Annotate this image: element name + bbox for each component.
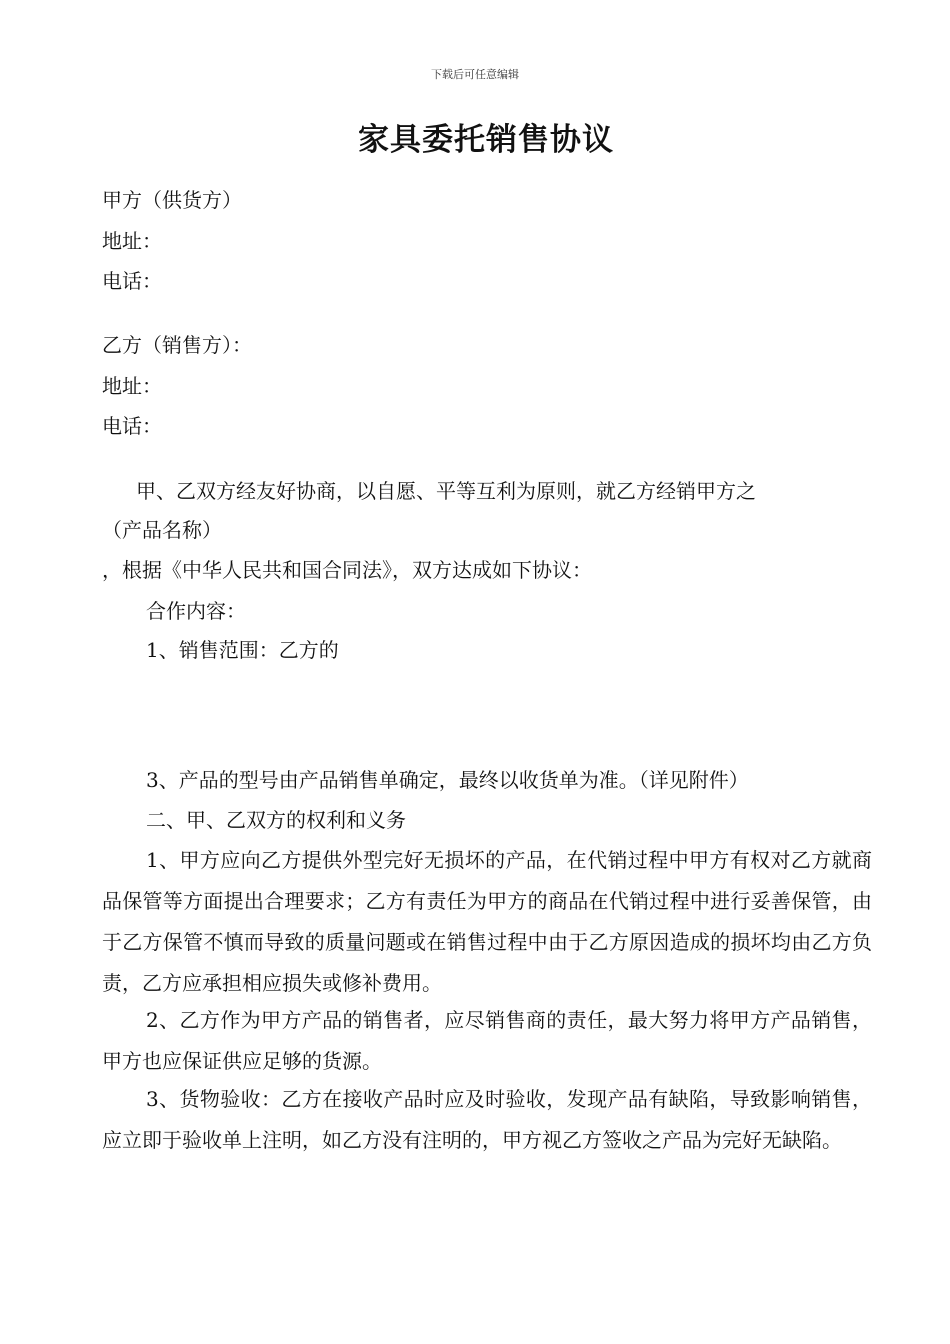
document-title: 家具委托销售协议 <box>358 122 614 158</box>
party-a-address-label: 地址： <box>102 229 162 253</box>
clause-1: 1、甲方应向乙方提供外型完好无损坏的产品，在代销过程中甲方有权对乙方就商品保管等方面提出合理要求；乙方有责任为甲方的商品在代销过程中进行妥善保管，由于乙方保管不慎而导致的质量问题或在销售过程中由于乙方原因造成的损坏均由乙方负责，乙方应承担相应损失或修补费用。 <box>102 848 872 995</box>
party-b-label: 乙方（销售方）： <box>102 333 252 357</box>
item-3-product-model: 3、产品的型号由产品销售单确定，最终以收货单为准。（详见附件） <box>146 768 749 792</box>
party-a-phone-label: 电话： <box>102 269 162 293</box>
intro-product-name-placeholder: （产品名称） <box>102 518 222 542</box>
section-2-heading: 二、甲、乙双方的权利和义务 <box>146 808 406 832</box>
intro-line-1: 甲、乙双方经友好协商，以自愿、平等互利为原则，就乙方经销甲方之 <box>136 479 756 503</box>
header-note: 下载后可任意编辑 <box>431 68 519 81</box>
party-b-address-label: 地址： <box>102 374 162 398</box>
clause-3: 3、货物验收：乙方在接收产品时应及时验收，发现产品有缺陷，导致影响销售，应立即于验收单上注明，如乙方没有注明的，甲方视乙方签收之产品为完好无缺陷。 <box>102 1087 872 1152</box>
party-b-phone-label: 电话： <box>102 414 162 438</box>
cooperation-heading: 合作内容： <box>146 599 246 623</box>
item-1-sales-scope: 1、销售范围：乙方的 <box>146 638 339 662</box>
party-a-label: 甲方（供货方） <box>102 188 242 212</box>
clause-2: 2、乙方作为甲方产品的销售者，应尽销售商的责任，最大努力将甲方产品销售，甲方也应保证供应足够的货源。 <box>102 1008 872 1073</box>
intro-line-3: ，根据《中华人民共和国合同法》，双方达成如下协议： <box>102 558 592 582</box>
